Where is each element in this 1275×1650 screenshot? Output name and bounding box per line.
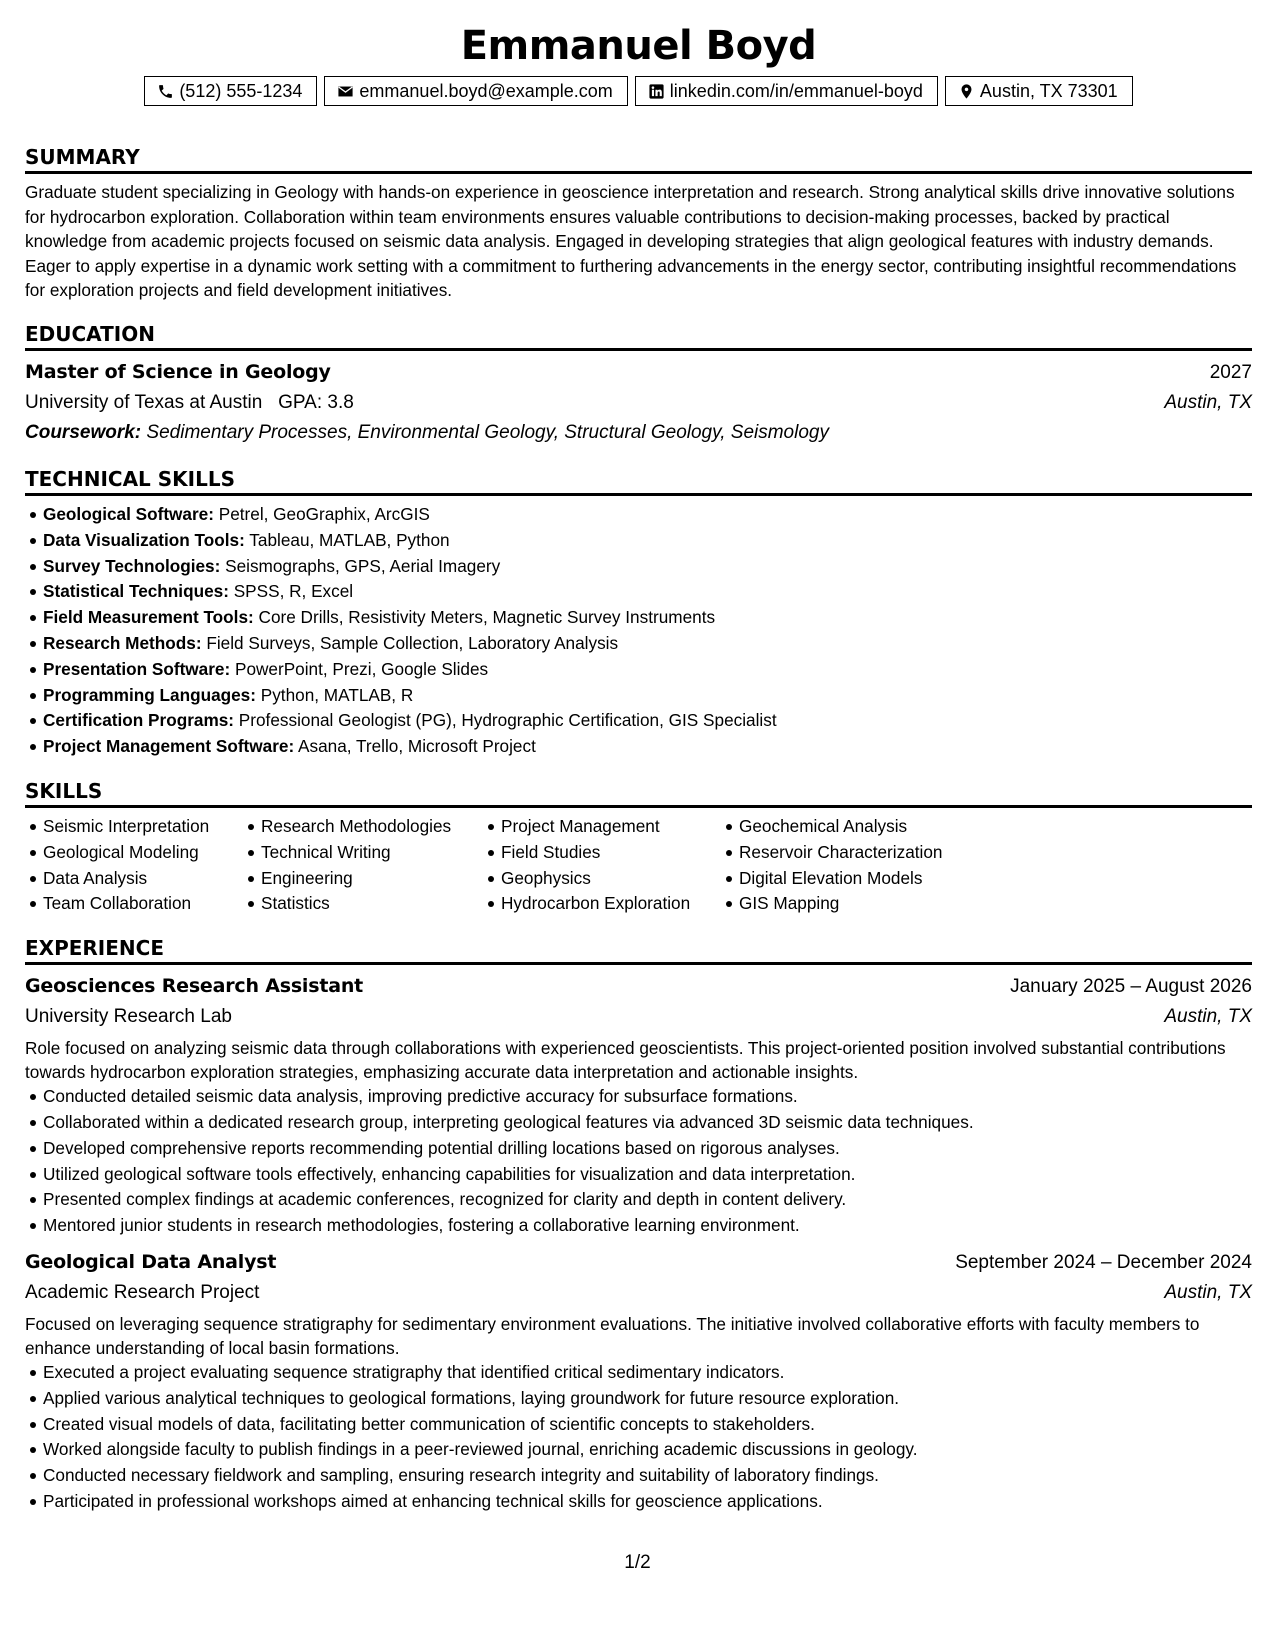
skill-values: PowerPoint, Prezi, Google Slides	[234, 658, 489, 679]
list-item	[25, 631, 1252, 657]
list-item: Participated in professional workshops aimed at enhancing technical skills for geoscience applications.	[25, 1489, 1252, 1515]
skills-section	[25, 774, 1252, 917]
job-bullets	[25, 1084, 1252, 1239]
list-item: Data Analysis	[25, 866, 243, 892]
list-item: Statistics	[243, 891, 483, 917]
linkedin-icon	[648, 83, 665, 100]
skill-values: Professional Geologist (PG), Hydrographic Certification, GIS Specialist	[238, 710, 777, 731]
summary-section	[25, 140, 1252, 303]
list-item: Digital Elevation Models	[721, 866, 981, 892]
list-item: Conducted detailed seismic data analysis, improving predictive accuracy for subsurface formations.	[25, 1084, 1252, 1110]
list-item: Developed comprehensive reports recommending potential drilling locations based on rigorous analyses.	[25, 1136, 1252, 1162]
phone-text: (512) 555-1234	[179, 80, 303, 101]
skill-category: Certification Programs:	[43, 710, 235, 731]
skill-values: Petrel, GeoGraphix, ArcGIS	[218, 503, 430, 524]
list-item: Executed a project evaluating sequence stratigraphy that identified critical sedimentary indicators.	[25, 1360, 1252, 1386]
job-location: Austin, TX	[1164, 1281, 1252, 1303]
job-entry	[25, 971, 1252, 1239]
section-title: SKILLS	[25, 778, 103, 803]
envelope-icon	[337, 83, 354, 100]
experience-section	[25, 931, 1252, 1515]
contact-email[interactable]	[324, 76, 627, 106]
location-text: Austin, TX 73301	[979, 80, 1118, 101]
skill-values: Core Drills, Resistivity Meters, Magnetic Survey Instruments	[258, 607, 716, 628]
skills-grid	[25, 814, 1252, 917]
list-item: Conducted necessary fieldwork and sampling, ensuring research integrity and suitability of laboratory findings.	[25, 1463, 1252, 1489]
list-item: Research Methodologies	[243, 814, 483, 840]
list-item: Hydrocarbon Exploration	[483, 891, 721, 917]
section-divider	[25, 348, 1252, 351]
contact-linkedin[interactable]	[635, 76, 938, 106]
list-item: Reservoir Characterization	[721, 840, 981, 866]
job-description: Focused on leveraging sequence stratigraphy for sedimentary environment evaluations. The initiative involved collaborative efforts with faculty members to enhance understanding of local basin formations.	[25, 1313, 1200, 1358]
job-subheader	[25, 1002, 1252, 1032]
list-item: Engineering	[243, 866, 483, 892]
list-item: Team Collaboration	[25, 891, 243, 917]
page-number: 1/2	[624, 1552, 651, 1573]
skills-column	[243, 814, 483, 917]
skill-category: Statistical Techniques:	[43, 581, 229, 602]
list-item: Worked alongside faculty to publish findings in a peer-reviewed journal, enriching academic discussions in geology.	[25, 1437, 1252, 1463]
job-dates: September 2024 – December 2024	[955, 1251, 1252, 1273]
email-text: emmanuel.boyd@example.com	[359, 80, 613, 101]
job-title: Geological Data Analyst	[25, 1250, 277, 1273]
job-organization: University Research Lab	[25, 1006, 232, 1028]
skills-column	[483, 814, 721, 917]
list-item	[25, 554, 1252, 580]
list-item	[25, 502, 1252, 528]
section-title: TECHNICAL SKILLS	[25, 466, 235, 491]
coursework	[25, 418, 1252, 448]
section-divider	[25, 962, 1252, 965]
list-item	[25, 734, 1252, 760]
list-item: Project Management	[483, 814, 721, 840]
job-header	[25, 1247, 1252, 1278]
job-title: Geosciences Research Assistant	[25, 975, 364, 998]
summary-text: Graduate student specializing in Geology with hands-on experience in geoscience interpretation and research. Strong analytical skills drive innovative solutions for hydrocarbon exploration. Collaboration within team environments ensures valuable contributions to decision-making processes, backed by practical knowledge from academic projects focused on seismic data analysis. Engaged in developing strategies that align geological features with industry demands. Eager to apply expertise in a dynamic work setting with a commitment to furthering advancements in the energy sector, contributing insightful recommendations for exploration projects and field development initiatives.	[25, 182, 1237, 301]
degree-title: Master of Science in Geology	[25, 360, 331, 383]
list-item	[25, 657, 1252, 683]
list-item: Created visual models of data, facilitating better communication of scientific concepts to stakeholders.	[25, 1412, 1252, 1438]
skill-category: Geological Software:	[43, 503, 214, 524]
list-item: GIS Mapping	[721, 891, 981, 917]
contact-bar	[25, 76, 1252, 106]
job-subheader	[25, 1278, 1252, 1308]
job-location: Austin, TX	[1164, 1006, 1252, 1028]
section-divider	[25, 493, 1252, 496]
skill-values: Asana, Trello, Microsoft Project	[298, 736, 536, 757]
school-name: University of Texas at Austin	[25, 391, 263, 413]
skill-category: Project Management Software:	[43, 736, 295, 757]
list-item	[25, 579, 1252, 605]
education-header	[25, 357, 1252, 388]
list-item: Geophysics	[483, 866, 721, 892]
list-item	[25, 605, 1252, 631]
skill-category: Presentation Software:	[43, 658, 231, 679]
section-divider	[25, 805, 1252, 808]
coursework-list: Sedimentary Processes, Environmental Geology, Structural Geology, Seismology	[146, 421, 829, 443]
skill-values: SPSS, R, Excel	[233, 581, 354, 602]
contact-phone[interactable]	[144, 76, 317, 106]
skill-category: Data Visualization Tools:	[43, 529, 245, 550]
job-description: Role focused on analyzing seismic data through collaborations with experienced geoscientists. This project-oriented position involved substantial contributions towards hydrocarbon exploration strategies, emphasizing accurate data interpretation and actionable insights.	[25, 1038, 1226, 1083]
skill-values: Seismographs, GPS, Aerial Imagery	[225, 555, 501, 576]
list-item: Geochemical Analysis	[721, 814, 981, 840]
skill-category: Programming Languages:	[43, 684, 256, 705]
list-item: Field Studies	[483, 840, 721, 866]
skill-category: Research Methods:	[43, 632, 202, 653]
list-item: Geological Modeling	[25, 840, 243, 866]
section-title: EDUCATION	[25, 321, 155, 346]
linkedin-text: linkedin.com/in/emmanuel-boyd	[669, 80, 923, 101]
skills-column	[721, 814, 981, 917]
candidate-name: Emmanuel Boyd	[460, 23, 817, 69]
job-header	[25, 971, 1252, 1002]
list-item: Utilized geological software tools effectively, enhancing capabilities for visualization and data interpretation.	[25, 1162, 1252, 1188]
technical-skills-section	[25, 462, 1252, 760]
list-item: Collaborated within a dedicated research group, interpreting geological features via advanced 3D seismic data techniques.	[25, 1110, 1252, 1136]
list-item: Mentored junior students in research methodologies, fostering a collaborative learning environment.	[25, 1213, 1252, 1239]
skill-values: Python, MATLAB, R	[260, 684, 414, 705]
list-item	[25, 683, 1252, 709]
skills-column	[25, 814, 243, 917]
resume-page	[25, 22, 1252, 1515]
job-organization: Academic Research Project	[25, 1281, 260, 1303]
map-pin-icon	[958, 83, 975, 100]
skill-values: Tableau, MATLAB, Python	[249, 529, 450, 550]
education-section	[25, 317, 1252, 448]
list-item: Applied various analytical techniques to geological formations, laying groundwork for future resource exploration.	[25, 1386, 1252, 1412]
list-item: Technical Writing	[243, 840, 483, 866]
graduation-year: 2027	[1209, 361, 1252, 383]
phone-icon	[157, 83, 174, 100]
education-subheader	[25, 388, 1252, 418]
section-divider	[25, 171, 1252, 174]
section-title: EXPERIENCE	[25, 936, 164, 961]
job-entry	[25, 1247, 1252, 1515]
skill-category: Field Measurement Tools:	[43, 607, 254, 628]
skill-values: Field Surveys, Sample Collection, Laboratory Analysis	[206, 632, 619, 653]
list-item	[25, 528, 1252, 554]
coursework-label: Coursework:	[25, 421, 142, 443]
section-title: SUMMARY	[25, 145, 140, 169]
list-item: Seismic Interpretation	[25, 814, 243, 840]
gpa: GPA: 3.8	[278, 391, 354, 413]
contact-location	[945, 76, 1133, 106]
skill-category: Survey Technologies:	[43, 555, 221, 576]
job-bullets	[25, 1360, 1252, 1515]
school-location: Austin, TX	[1164, 391, 1252, 413]
technical-skills-list	[25, 502, 1252, 760]
job-dates: January 2025 – August 2026	[1010, 976, 1252, 998]
school-line	[25, 388, 354, 418]
list-item: Presented complex findings at academic conferences, recognized for clarity and depth in content delivery.	[25, 1187, 1252, 1213]
list-item	[25, 708, 1252, 734]
